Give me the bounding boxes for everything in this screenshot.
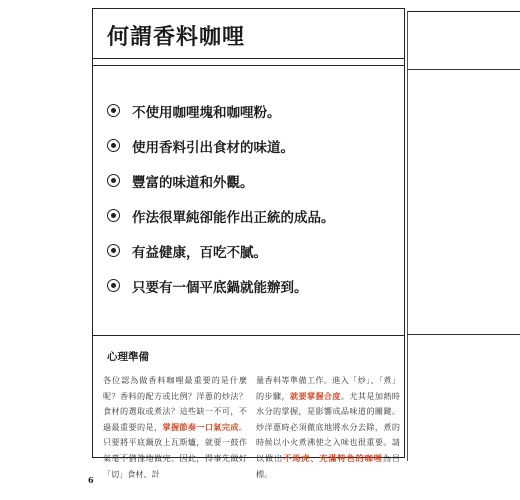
key-points-list	[107, 93, 397, 303]
bullet-icon	[107, 174, 120, 187]
bullet-icon	[107, 279, 120, 292]
divider	[93, 335, 404, 336]
page-title: 何謂香料咖哩	[107, 24, 246, 50]
note-text: 。尤其是加熱時水分的掌握，是影響成品味道的關鍵。炒洋蔥時必須徹底地將水分去除，煮的時候以小火煮沸使之入味也很重要。請以做出	[256, 390, 400, 463]
note-text: 各位認為做香料咖哩最重要的是什麼呢？香料的配方或比例？洋蔥的炒法？食材的選取或煮法？這些缺一不可，不過最重要的是，	[103, 375, 247, 432]
point-text: 豐富的味道和外觀。	[132, 174, 254, 191]
note-text: 。只要將平底鍋放上瓦斯爐，就要一鼓作氣毫不猶豫地做完。因此，得事先做好「切」食材、計	[103, 421, 247, 479]
note-column-right	[256, 373, 400, 482]
divider	[407, 334, 520, 335]
highlight-text: 掌握節奏一口氣完成	[162, 421, 239, 432]
bullet-icon	[107, 139, 120, 152]
note-column-left	[103, 373, 247, 482]
note-text: 量香料等準備工作。進入「炒」、「煮」的步驟，	[256, 375, 400, 401]
bullet-icon	[107, 244, 120, 257]
point-text: 只要有一個平底鍋就能辦到。	[132, 279, 308, 296]
list-item	[107, 163, 397, 198]
list-item	[107, 198, 397, 233]
page-number: 6	[88, 475, 94, 485]
content-box	[92, 8, 405, 479]
list-item	[107, 128, 397, 163]
list-item	[107, 268, 397, 303]
point-text: 有益健康，百吃不膩。	[132, 244, 267, 261]
list-item	[107, 233, 397, 268]
note-text: 為目標。	[256, 452, 400, 479]
list-item	[107, 93, 397, 128]
note-heading: 心理準備	[107, 351, 149, 363]
title-bar	[93, 9, 404, 59]
facing-page-edge	[407, 11, 520, 461]
divider	[407, 69, 520, 70]
divider	[93, 65, 404, 66]
highlight-text: 就要掌握合度	[289, 390, 341, 401]
point-text: 使用香料引出食材的味道。	[132, 139, 294, 156]
bullet-icon	[107, 104, 120, 117]
highlight-text: 不馬虎、充滿特色的咖哩	[283, 452, 383, 463]
bullet-icon	[107, 209, 120, 222]
point-text: 作法很單純卻能作出正統的成品。	[132, 209, 335, 226]
point-text: 不使用咖哩塊和咖哩粉。	[132, 104, 281, 121]
